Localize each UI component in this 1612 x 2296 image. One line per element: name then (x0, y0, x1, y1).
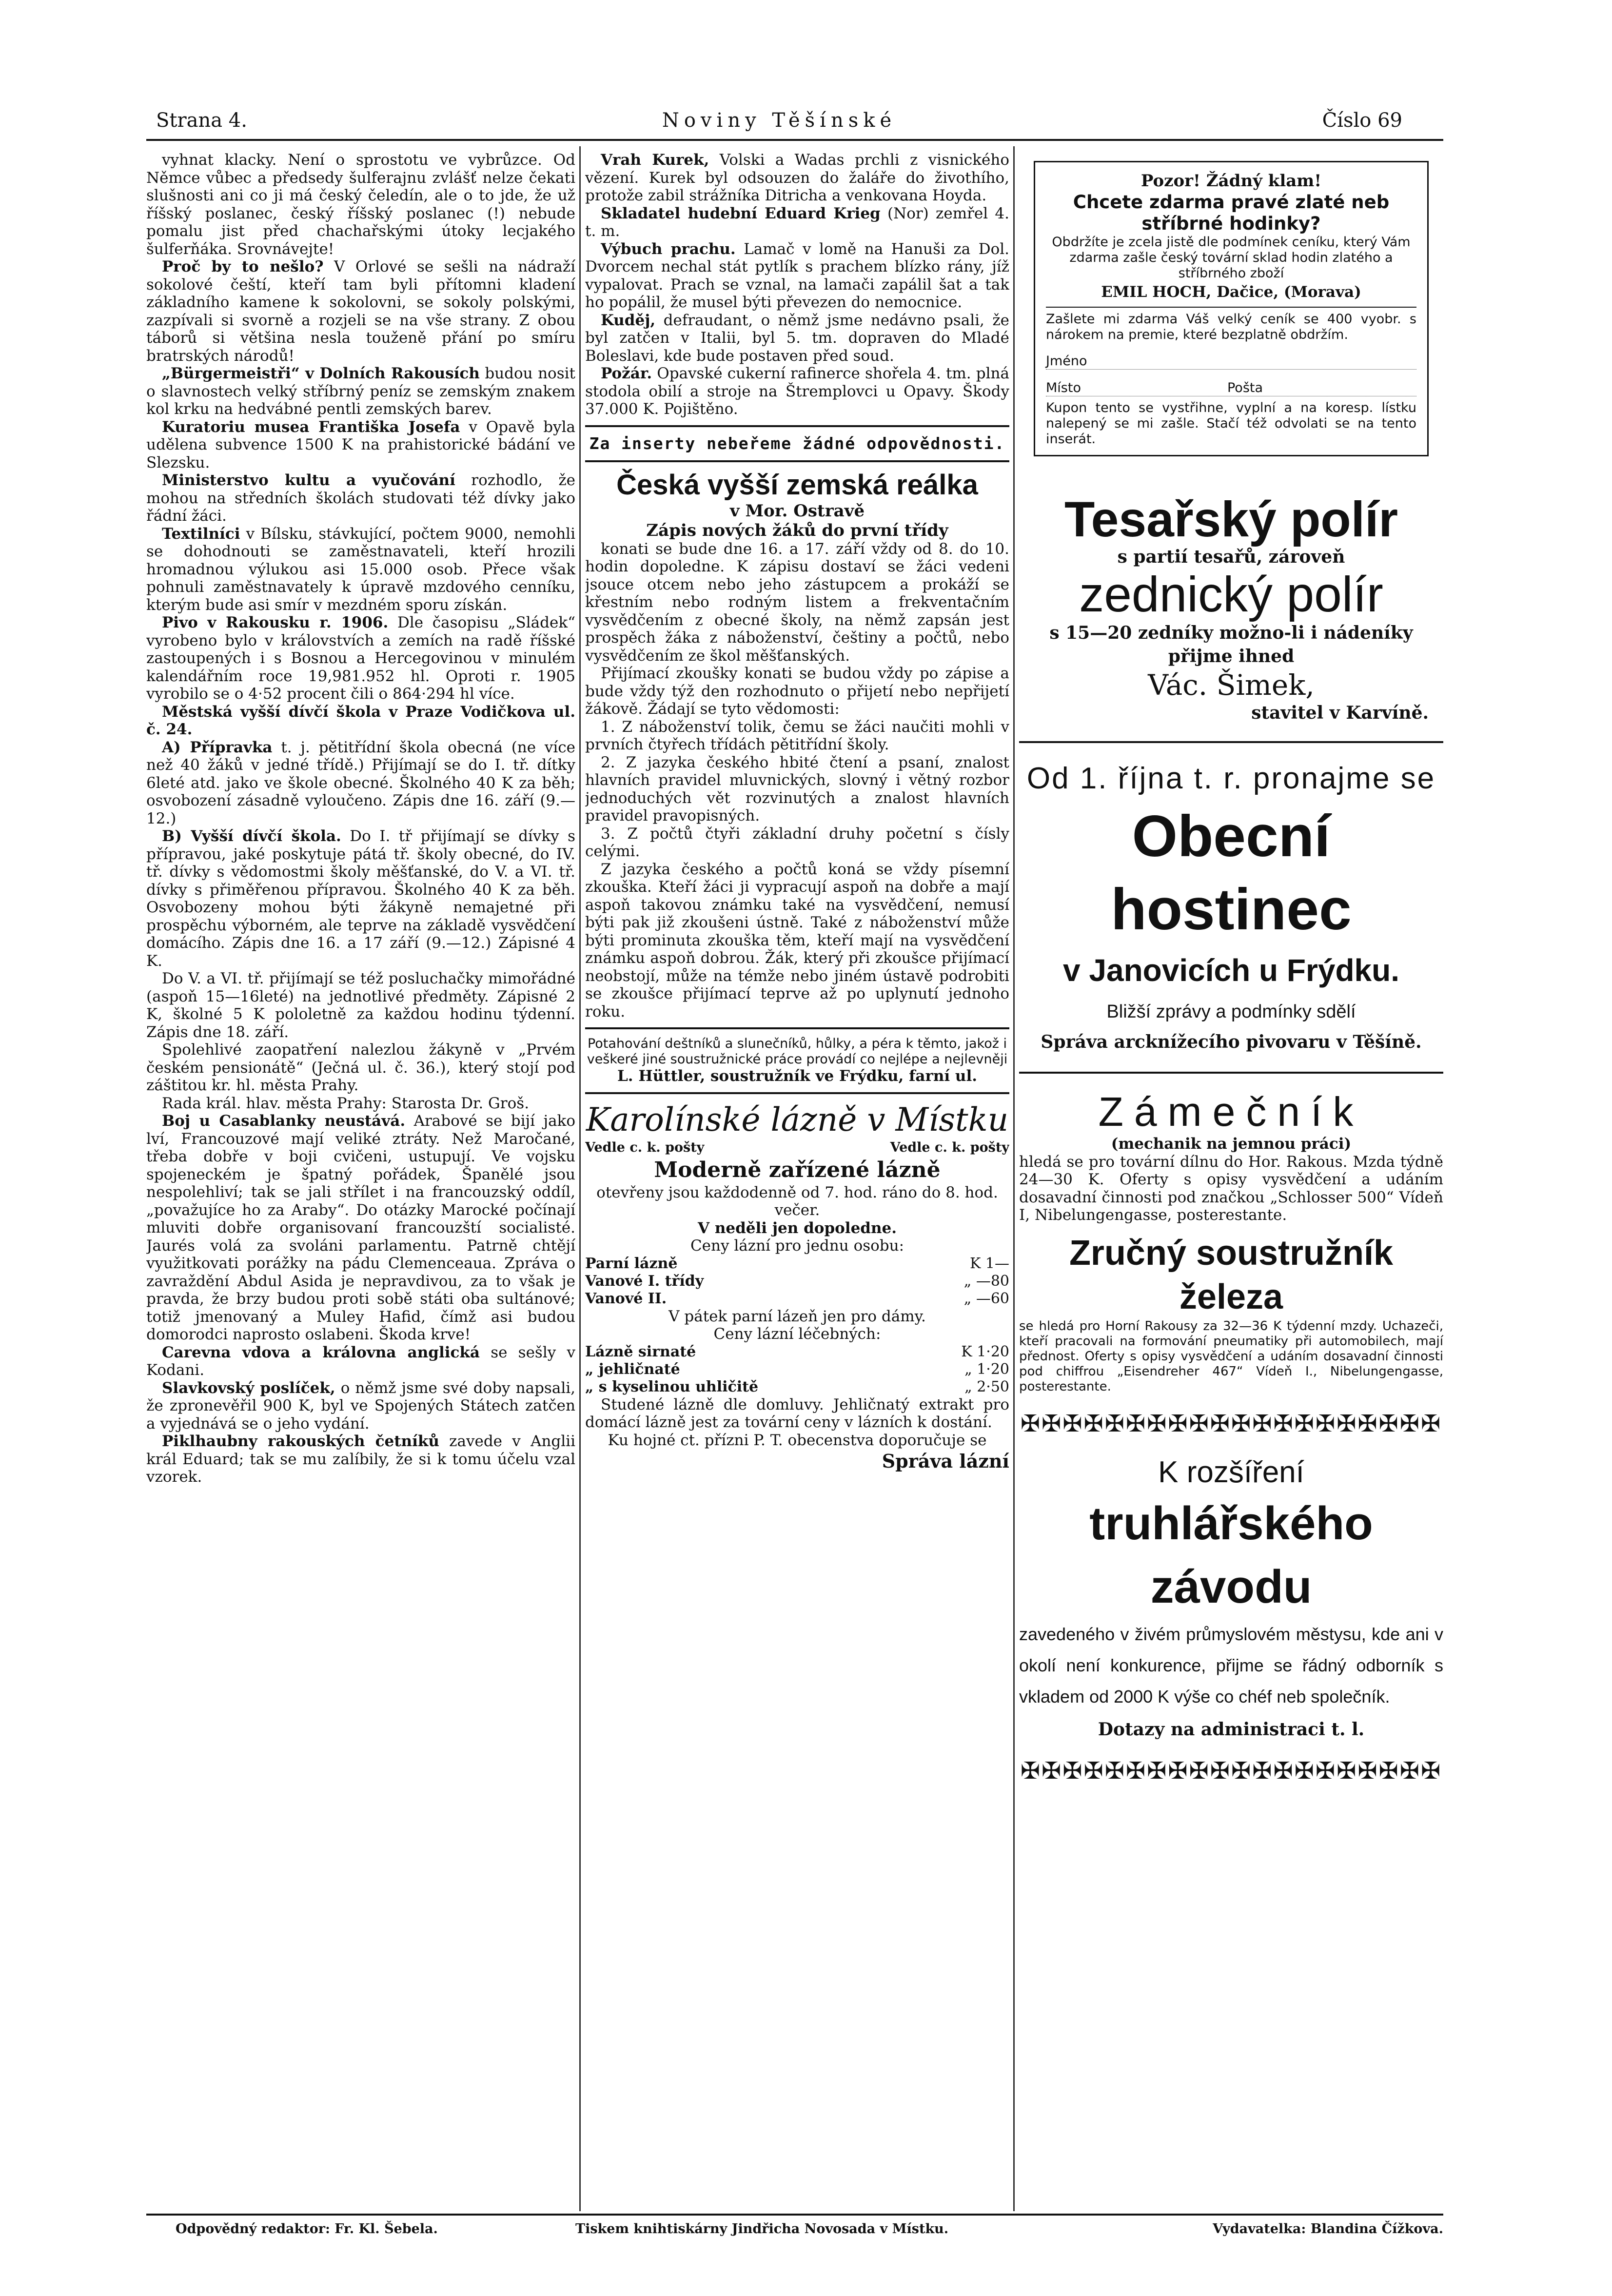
simek-name: Vác. Šimek, (1148, 668, 1315, 702)
hoch-text: Obdržíte je zcela jistě dle podmínek ceníku, který Vám zdarma zašle český tovární sklad hodin zlatého a stříbrného zboží (1052, 235, 1411, 281)
price-value: „ —80 (963, 1272, 1009, 1290)
huttler-sign: L. Hüttler, soustružník ve Frýdku, farní ul. (617, 1067, 978, 1085)
realka-para: 3. Z počtů čtyři základní druhy početní s čísly celými. (585, 824, 1009, 860)
news-paragraph (585, 151, 1009, 205)
page-number: Strana 4. (156, 109, 247, 132)
news-text: zavede v Anglii král Eduard; tak se mu zalíbily, že si k tomu účelu vzal vzorek. (146, 1433, 575, 1486)
page-header (156, 104, 1402, 138)
news-paragraph (146, 1041, 575, 1095)
hostinec-lead: Od 1. října t. r. pronajme se (1026, 762, 1436, 795)
price-row (585, 1273, 1009, 1290)
lazne-tail: Studené lázně dle domluvy. Jehličnatý extrakt pro domácí lázně jest za tovární ceny v lázních k dostání. (585, 1395, 1009, 1431)
news-text: t. j. pětitřídní škola obecná (ne více než 40 žáků v jedné třídě.) Přijímají se do I. tř. dítky 6leté atd. jako ve škole obecné. Školného 40 K za běh; osvobození zásadně vyloučeno. Zápis dne 16. září (9.—12.) (146, 738, 575, 827)
price-value: „ 1·20 (964, 1360, 1009, 1378)
news-paragraph (585, 365, 1009, 418)
news-text: Do V. a VI. tř. přijímají se též posluchačky mimořádné (aspoň 15—16leté) na jednotlivé předměty. Zápisné 2 K, školné 5 K pololetně za každou hodinu týdenní. Zápis dne 18. září. (146, 970, 575, 1041)
news-paragraph (146, 827, 575, 970)
price-item: Vanové I. třídy (585, 1272, 704, 1290)
news-headline: Kuděj, (601, 311, 656, 329)
lazne-sign: Správa lázní (882, 1450, 1009, 1472)
news-paragraph (146, 739, 575, 828)
news-text: v Opavě byla udělena subvence 1500 K na prahistorické bádání ve Slezsku. (146, 418, 575, 471)
news-paragraph (146, 365, 575, 418)
news-paragraph (146, 1112, 575, 1344)
soustruznik-ad (1019, 1231, 1443, 1394)
realka-para: Přijímací zkoušky konati se budou vždy po zápise a bude vždy týž den rozhodnuto o přijetí nebo nepřijetí žákově. Žádají se tyto vědomosti: (585, 665, 1009, 718)
coupon-name-field: Jméno (1046, 353, 1416, 370)
truhlar-text: zavedeného v živém průmyslovém městysu, kde ani v okolí není konkurence, přijme se řádný odborník s vkladem od 2000 K výše co chéf neb společník. (1019, 1624, 1443, 1707)
news-paragraph (585, 240, 1009, 312)
realka-para: konati se bude dne 16. a 17. září vždy od 8. do 10. hodin dopoledne. K zápisu dostaví se žáci vedeni jsouce otcem nebo jeho zástupcem a prokáží se křestním nebo rodným listem a frekventačním vysvědčením z obecné školy, na němž zapsán jest prospěch žáka z náboženství, češtiny a počtů, nebo vysvědčením ze škol měšťanských. (585, 540, 1009, 665)
news-paragraph (146, 258, 575, 365)
hoch-company: EMIL HOCH, Dačice, (Morava) (1101, 283, 1361, 301)
newspaper-title: Noviny Těšínské (662, 109, 897, 132)
notice-no-responsibility: Za inserty nebeřeme žádné odpovědnosti. (589, 433, 1005, 453)
realka-para: 1. Z náboženství tolik, čemu se žáci naučiti mohli v prvních čtyřech třídách pětitřídní školy. (585, 718, 1009, 753)
news-text: budou nosit o slavnostech velký stříbrný peníz se zemským znakem kol krku na hedvábné pentli zemských barev. (146, 365, 575, 418)
ornament-row: ✠✠✠✠✠✠✠✠✠✠✠✠✠✠✠✠✠✠✠✠ (1020, 1757, 1442, 1785)
lazne-sunday: V neděli jen dopoledne. (697, 1219, 897, 1237)
hoch-ad (1034, 161, 1429, 456)
zamecnik-sub: (mechanik na jemnou práci) (1111, 1135, 1352, 1153)
footer-rule (146, 2214, 1443, 2216)
news-text: o němž jsme své doby napsali, že zpronevěřil 900 K, byl ve Spojených Státech zatčen a vyjednává se o jeho vydání. (146, 1379, 575, 1433)
price-item: „ s kyselinou uhličitě (585, 1378, 759, 1395)
simek-line: s 15—20 zedníky možno-li i nádeníky (1049, 623, 1413, 643)
column-news-1 (146, 151, 575, 2209)
price-item: Parní lázně (585, 1255, 678, 1272)
news-text: se sešly v Kodani. (146, 1343, 575, 1379)
hoch-headline: Chcete zdarma pravé zlaté neb stříbrné hodinky? (1073, 192, 1390, 234)
news-headline: Slavkovský poslíček, (162, 1379, 335, 1397)
realka-heading: Zápis nových žáků do první třídy (646, 520, 948, 540)
price-list (585, 1255, 1009, 1308)
news-text: Do I. tř přijímají se dívky s přípravou, jaké poskytuje pátá tř. školy obecné, do IV. tř. dívky s vědomostmi školy měšťanské, do V. a VI. tř. dívky s přiměřenou přípravou. Školného 40 K za běh. Osvobozeny mohou býti žákyně nemajetné při prospěchu výborném, ale teprve na základě vysvědčení domácího. Zápis dne 16. a 17 září (9.—12.) Zápisné 4 K. (146, 827, 575, 970)
price-item: „ jehličnaté (585, 1360, 680, 1378)
news-headline: Výbuch prachu. (601, 240, 736, 258)
news-paragraph (585, 312, 1009, 365)
huttler-ad (585, 1036, 1009, 1085)
simek-ad (1019, 492, 1443, 724)
news-paragraph (146, 525, 575, 614)
footer-publisher: Vydavatelka: Blandina Čížkova. (1213, 2221, 1443, 2237)
news-headline: „Bürgermeistři“ v Dolních Rakousích (162, 365, 480, 382)
news-headline: Carevna vdova a královna anglická (162, 1343, 480, 1361)
news-paragraph (146, 614, 575, 703)
price-row (585, 1290, 1009, 1308)
price-value: „ 2·50 (964, 1378, 1009, 1395)
divider (585, 1027, 1009, 1029)
lazne-friday: V pátek parní lázeň jen pro dámy. (668, 1307, 926, 1325)
hostinec-ad (1019, 758, 1443, 1055)
news-headline: Proč by to nešlo? (162, 258, 324, 275)
news-text: vyhnat klacky. Není o sprostotu ve vybrůzce. Od Němce vůbec a předsedy šulferajnu zvlášť nelze čekati slušnosti ani co ji má český čeledín, ale o to jde, že už říšský poslanec, český říšský poslanec (!) nebude pomalu jist před chachařskými útoky lecjakého šulferňáka. Srovnávejte! (146, 151, 575, 258)
realka-para: Z jazyka českého a počtů koná se vždy písemní zkouška. Kteří žáci ji vypracují aspoň na dobře a mají aspoň takovou známku také na vysvědčení, nemusí býti pak již zkoušeni ústně. Také z náboženství může býti prominuta zkouška těm, kteří mají na vysvědčení známku aspoň dobrou. Žák, který při zkoušce přijímací neobstojí, může na témže nebo jiném ústavě podrobiti se zkoušce přijímací teprve až po uplynutí jednoho roku. (585, 860, 1009, 1020)
footer-editor: Odpovědný redaktor: Fr. Kl. Šebela. (176, 2221, 438, 2237)
news-paragraph (585, 205, 1009, 240)
column-ads (1019, 151, 1443, 2209)
price-value: „ —60 (963, 1290, 1009, 1307)
footer-printer: Tiskem knihtiskárny Jindřicha Novosada v Místku. (575, 2221, 949, 2237)
simek-subtitle: zednický polír (1079, 567, 1383, 622)
issue-number: Číslo 69 (1322, 109, 1402, 132)
column-separator (1013, 146, 1015, 2211)
divider (1019, 1072, 1443, 1074)
lazne-prices-title: Ceny lázní léčebných: (713, 1325, 881, 1343)
header-rule (146, 139, 1443, 141)
ornament-row: ✠✠✠✠✠✠✠✠✠✠✠✠✠✠✠✠✠✠✠✠ (1020, 1410, 1442, 1437)
news-text: Volski a Wadas prchli z visnického vězení. Kurek byl odsouzen do žaláře do živothího, protože zabil strážníka Ditricha a venkovana Hoyda. (585, 151, 1009, 204)
coupon-cut-line (1046, 307, 1416, 308)
lazne-location-right: Vedle c. k. pošty (890, 1139, 1009, 1155)
news-paragraph (146, 970, 575, 1041)
news-text: v Bílsku, stávkující, počtem 9000, nemohli se dohodnouti se zaměstnavateli, kteří hrozili hromadnou výlukou asi 15.000 osob. Přece však pohnuli zaměstnavately k úpravě mzdového cenníku, kterým bude asi smír v mezdném sporu získán. (146, 525, 575, 614)
truhlar-title: truhlářského závodu (1089, 1497, 1373, 1613)
news-headline: Piklhaubny rakouských četníků (162, 1433, 439, 1450)
divider (585, 425, 1009, 427)
coupon-place-field: Místo Pošta (1046, 380, 1416, 396)
news-paragraph (146, 1379, 575, 1433)
page-footer (146, 2218, 1443, 2243)
news-text: rozhodlo, že mohou na středních školách studovati též dívky jako řádní žáci. (146, 471, 575, 525)
price-list (585, 1343, 1009, 1396)
news-paragraph (146, 151, 575, 258)
news-paragraph (146, 703, 575, 739)
divider (585, 1092, 1009, 1094)
news-text: V Orlové se sešli na nádraží sokolové čeští, kteří tam byli přítomni kladení základního kamene k sokolovni, se sokoly polskými, zazpívali si svorně a rozjeli se na vše strany. Z obou táborů si většina nesla touženě přání po smíru bratrských národů! (146, 258, 575, 365)
news-text: Opavské cukerní rafinerce shořela 4. tm. plná stodola obilí a stroje na Štremplovci u Opavy. Škody 37.000 K. Pojištěno. (585, 365, 1009, 418)
news-headline: B) Vyšší dívčí škola. (162, 827, 341, 845)
news-headline: Vrah Kurek, (601, 151, 709, 169)
lazne-title: Karolínské lázně v Místku (586, 1100, 1009, 1138)
short-news (585, 151, 1009, 418)
simek-line: s partií tesařů, zároveň (1117, 547, 1345, 567)
news-headline: Textilníci (162, 525, 240, 543)
hostinec-place: v Janovicích u Frýdku. (1063, 953, 1399, 988)
news-headline: Pivo v Rakousku r. 1906. (162, 614, 389, 631)
simek-role: stavitel v Karvíně. (1251, 703, 1429, 723)
lazne-sub: Moderně zařízené lázně (654, 1157, 941, 1182)
column-separator (579, 146, 581, 2211)
realka-title: Česká vyšší zemská reálka (616, 469, 978, 501)
realka-ad (585, 469, 1009, 1021)
news-headline: Skladatel hudební Eduard Krieg (601, 204, 881, 222)
truhlar-ad (1019, 1453, 1443, 1747)
price-row (585, 1361, 1009, 1378)
lazne-ad (585, 1101, 1009, 1474)
simek-line: přijme ihned (1168, 646, 1295, 667)
price-item: Vanové II. (585, 1290, 667, 1307)
soustruznik-text: se hledá pro Horní Rakousy za 32—36 K týdenní mzdy. Uchazeči, kteří pracovali na formování pneumatiky při automobilech, mají přednost. Oferty s opisy vysvědčení a udáním dosavadní činnosti pod chiffrou „Eisendreher 467“ Vídeň I., Nibelungengasse, posterestante. (1019, 1318, 1443, 1394)
news-text: Rada král. hlav. města Prahy: Starosta Dr. Groš. (162, 1094, 530, 1112)
news-headline: Kuratoriu musea Františka Josefa (162, 418, 460, 436)
news-text: Spolehlivé zaopatření nalezlou žákyně v „Prvém českém pensionátě“ (Ječná ul. č. 36.), který stojí pod záštitou kr. hl. města Prahy. (146, 1041, 575, 1094)
news-paragraph (146, 1095, 575, 1113)
price-item: Lázně sirnaté (585, 1343, 696, 1360)
lazne-prices-title: Ceny lázní pro jednu osobu: (690, 1237, 904, 1255)
news-headline: Ministerstvo kultu a vyučování (162, 471, 455, 489)
news-text: Dle časopisu „Sládek“ vyrobeno bylo v královstvích a zemích na radě říšské zastoupených i s Bosnou a Hercegovinou v minulém kalendářním roce 19,981.952 hl. Oproti r. 1905 vyrobilo se o 4·52 procent čili o 864·294 hl více. (146, 614, 575, 703)
divider (585, 460, 1009, 462)
hostinec-sign: Správa arcknížecího pivovaru v Těšíně. (1041, 1032, 1422, 1052)
news-text: Lamač v lomě na Hanuši za Dol. Dvorcem nechal stát pytlík s prachem blízko rány, jíž vypalovat. Prach se vznal, na lamači zapálil šat a tak ho popálil, že musel býti převezen do nemocnice. (585, 240, 1009, 311)
zamecnik-text: hledá se pro tovární dílnu do Hor. Rakous. Mzda týdně 24—30 K. Oferty s opisy vysvědčení a udáním dosavadní činnosti pod značkou „Schlosser 500“ Vídeň I, Nibelungengasse, posterestante. (1019, 1153, 1443, 1224)
price-row (585, 1343, 1009, 1361)
lazne-tail2: Ku hojné ct. přízni P. T. obecenstva doporučuje se (608, 1431, 987, 1449)
news-text: defraudant, o němž jsme nedávno psali, že byl zatčen v Italii, byl 5. tm. dopraven do Mladé Boleslavi, kde bude postaven před soud. (585, 311, 1009, 365)
zamecnik-title: Zámečník (1098, 1089, 1364, 1135)
price-value: K 1·20 (961, 1343, 1009, 1360)
news-text: Arabové se bijí jako lví, Francouzové mají veliké ztráty. Než Maročané, třeba dobře v boji cvičeni, ustupují. Ve vojsku spojeneckém je špatný pořádek, Španělé jsou nespolehliví; tak se jali střílet i na francouzský oddíl, „považujíce ho za Araby“. Do otázky Marocké počínají mluviti dobře organisovaní francouzští socialisté. Jaurés volá za svoláni parlamentu. Patrně chtějí využitkovati porážky na pádu Clemenceaua. Zpráva o zavraždění Abdul Asida je nepravdivou, za to však je pravda, že brzy budou proti sobě státi oba sultánové; totiž jmenovaný a Muley Hafid, čímž asi budou domorodci naprosto oslabeni. Škoda krve! (146, 1112, 575, 1343)
news-paragraph (146, 1433, 575, 1486)
hoch-warning: Pozor! Žádný klam! (1140, 171, 1322, 191)
huttler-text: Potahování deštníků a slunečníků, hůlky, a péra k těmto, jakož i veškeré jiné soustružnické práce provádí co nejlépe a nejlevněji (587, 1036, 1008, 1067)
news-headline: Požár. (601, 365, 652, 382)
news-paragraph (146, 1344, 575, 1379)
news-text: (Nor) zemřel 4. t. m. (585, 204, 1009, 240)
price-row (585, 1378, 1009, 1396)
soustruznik-title: Zručný soustružník železa (1069, 1233, 1394, 1316)
hoch-coupon: Zašlete mi zdarma Váš velký ceník se 400 vyobr. s nárokem na premie, které bezplatně obdržím. (1046, 312, 1416, 342)
zamecnik-ad (1019, 1088, 1443, 1224)
divider (1019, 741, 1443, 743)
news-headline: Boj u Casablanky neustává. (162, 1112, 406, 1130)
hostinec-title: Obecní hostinec (1111, 804, 1352, 942)
column-news-2 (585, 151, 1009, 2209)
simek-title: Tesařský polír (1064, 491, 1398, 547)
lazne-open: otevřeny jsou každodenně od 7. hod. ráno do 8. hod. večer. (596, 1183, 998, 1219)
news-paragraph (146, 418, 575, 472)
truhlar-contact: Dotazy na administraci t. l. (1098, 1719, 1365, 1740)
news-headline: Městská vyšší dívčí škola v Praze Vodičkova ul. č. 24. (146, 703, 575, 738)
price-row (585, 1255, 1009, 1273)
lazne-location-left: Vedle c. k. pošty (585, 1139, 705, 1155)
hostinec-info: Bližší zprávy a podmínky sdělí (1106, 1001, 1356, 1022)
hoch-note: Kupon tento se vystřihne, vyplní a na koresp. lístku nalepený se mi zašle. Stačí též odvolati se na tento inserát. (1046, 400, 1416, 447)
truhlar-lead: K rozšíření (1158, 1455, 1304, 1489)
price-value: K 1— (969, 1255, 1009, 1272)
news-headline: A) Přípravka (162, 738, 273, 756)
realka-place: v Mor. Ostravě (729, 501, 865, 521)
news-paragraph (146, 471, 575, 525)
realka-para: 2. Z jazyka českého hbité čtení a psaní, znalost hlavních pravidel mluvnických, slovný i větný rozbor jednoduchých vět rozvinutých a znalost hlavních pravidel pravopisných. (585, 753, 1009, 824)
